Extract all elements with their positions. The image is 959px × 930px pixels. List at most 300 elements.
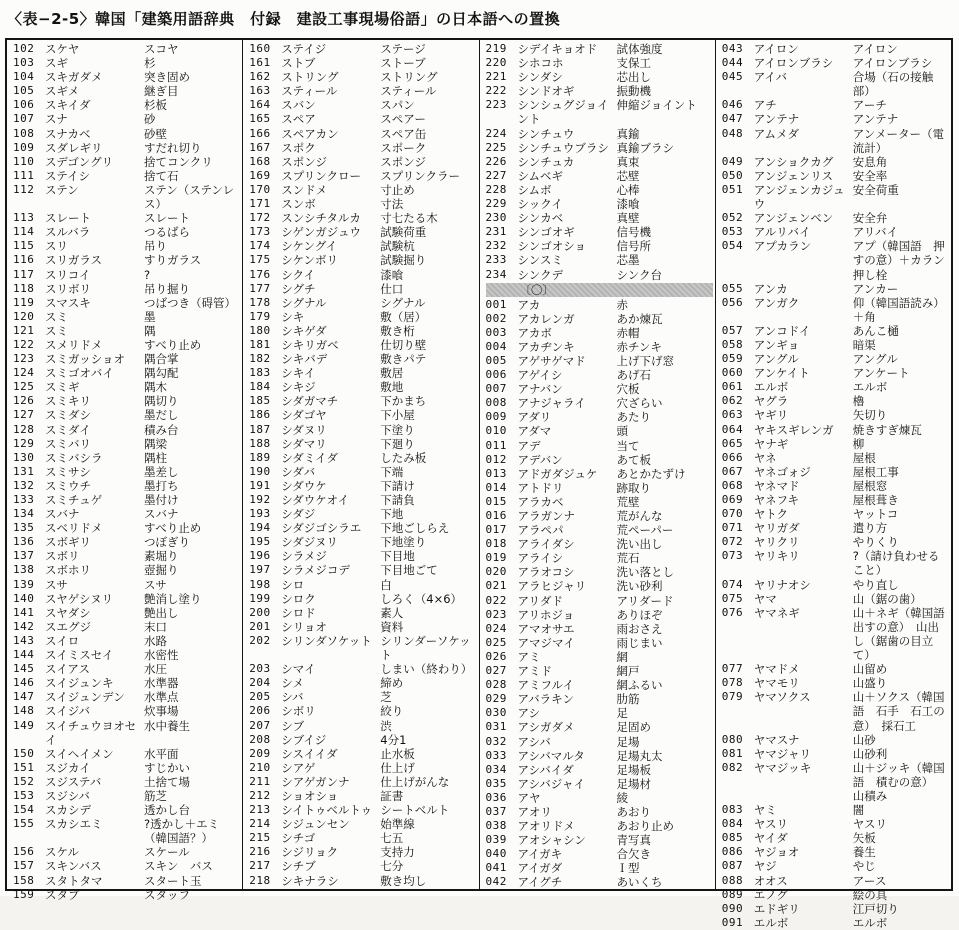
- entry-term: スヤダシ: [45, 605, 91, 620]
- glossary-column-3: [479, 40, 715, 889]
- table-row: [722, 338, 949, 352]
- entry-translation: スプリンクラー: [380, 168, 461, 183]
- table-row: [249, 859, 476, 873]
- entry-term: スレート: [45, 211, 91, 226]
- entry-number: 001: [485, 297, 507, 311]
- entry-number: 203: [249, 662, 271, 676]
- table-row: [13, 563, 240, 577]
- entry-translation: 白: [380, 577, 392, 592]
- table-row: [486, 735, 713, 749]
- entry-number: 155: [13, 817, 35, 831]
- entry-number: 008: [485, 396, 507, 410]
- entry-translation: 末口: [144, 619, 167, 634]
- entry-term: アカヂンキ: [517, 339, 575, 354]
- entry-number: 105: [13, 84, 35, 98]
- entry-number: 208: [249, 732, 271, 746]
- entry-number: 061: [721, 380, 744, 394]
- table-row: [722, 169, 949, 183]
- entry-term: シアゲガンナ: [281, 774, 350, 789]
- entry-number: 120: [13, 309, 35, 323]
- entry-number: 148: [13, 704, 35, 718]
- entry-number: 171: [249, 197, 271, 211]
- entry-translation: アース: [852, 873, 887, 888]
- entry-term: シムボ: [517, 182, 552, 197]
- entry-number: 131: [13, 464, 35, 478]
- entry-term: アンケイト: [753, 366, 810, 381]
- table-row: [722, 507, 949, 521]
- table-row: [13, 380, 240, 394]
- entry-number: 231: [485, 225, 507, 239]
- entry-term: アンショクカグ: [753, 154, 834, 169]
- entry-number: 214: [249, 817, 271, 831]
- table-row: [13, 296, 240, 310]
- entry-number: 077: [721, 662, 744, 676]
- table-row: [249, 437, 476, 451]
- table-row: [721, 239, 957, 282]
- entry-number: 186: [249, 408, 271, 422]
- entry-translation: あおり止め: [616, 819, 674, 834]
- table-row: [722, 324, 949, 338]
- table-row: [249, 676, 476, 690]
- entry-translation: 屋根: [852, 450, 876, 465]
- entry-number: 030: [485, 706, 507, 720]
- entry-term: スミ: [45, 309, 68, 324]
- entry-number: 062: [721, 394, 744, 408]
- entry-term: ステン: [45, 182, 79, 197]
- entry-term: スナ: [45, 112, 68, 127]
- entry-term: シダジヌリ: [281, 535, 338, 550]
- entry-term: アナバン: [517, 382, 563, 397]
- entry-translation: 水路: [144, 633, 167, 648]
- entry-number: 189: [249, 450, 271, 464]
- table-row: [486, 410, 713, 424]
- table-row: [249, 451, 476, 465]
- table-row: [249, 775, 476, 789]
- entry-number: 204: [249, 676, 271, 690]
- entry-number: 090: [721, 901, 744, 915]
- entry-number: 179: [249, 309, 271, 323]
- entry-term: シダガマチ: [281, 394, 339, 409]
- entry-term: ショオショ: [281, 788, 339, 803]
- entry-number: 202: [249, 633, 271, 647]
- entry-number: 127: [13, 408, 35, 422]
- entry-translation: 洗い落とし: [616, 565, 674, 580]
- entry-term: シブ: [281, 718, 305, 733]
- entry-translation: 綾: [616, 790, 628, 805]
- table-row: [249, 197, 476, 211]
- table-row: [722, 408, 949, 422]
- entry-number: 161: [249, 56, 271, 70]
- entry-translation: 下廻り: [380, 436, 415, 451]
- entry-translation: 止水板: [380, 746, 415, 761]
- entry-term: シダウケ: [281, 478, 327, 493]
- entry-term: アンジェンベン: [753, 211, 834, 226]
- table-row: [486, 239, 713, 253]
- entry-translation: 頭: [616, 424, 628, 439]
- entry-term: シブイジ: [281, 732, 327, 747]
- table-row: [13, 112, 240, 126]
- entry-number: 079: [721, 690, 744, 704]
- entry-term: スリコイ: [45, 267, 91, 282]
- entry-term: シキナラシ: [281, 873, 339, 888]
- entry-translation: 墨: [144, 309, 156, 324]
- table-row: [486, 537, 713, 551]
- entry-number: 162: [249, 70, 271, 84]
- entry-number: 075: [721, 591, 744, 605]
- table-row: [486, 636, 713, 650]
- entry-number: 069: [721, 493, 744, 506]
- entry-translation: 試験荷重: [380, 225, 427, 240]
- entry-translation: スバナ: [144, 507, 179, 522]
- table-row: [13, 888, 240, 902]
- entry-term: シキリガベ: [281, 337, 339, 352]
- entry-number: 089: [721, 887, 744, 901]
- entry-translation: あおり: [616, 804, 651, 819]
- entry-translation: 積み台: [144, 422, 179, 437]
- table-row: [13, 761, 240, 775]
- table-row: [722, 366, 949, 380]
- table-row: [486, 875, 713, 889]
- entry-term: スティール: [281, 84, 338, 99]
- table-row: [249, 704, 476, 718]
- table-row: [486, 622, 713, 636]
- entry-number: 060: [721, 366, 744, 380]
- table-row: [486, 481, 713, 495]
- entry-translation: 敷地: [380, 380, 404, 395]
- entry-term: アミ: [517, 649, 541, 664]
- entry-term: シンゴオギ: [517, 225, 575, 240]
- entry-term: エルボ: [753, 915, 789, 930]
- table-row: [486, 678, 713, 692]
- entry-term: スケヤ: [45, 42, 80, 56]
- entry-translation: 仕上げ: [380, 760, 415, 775]
- entry-number: 003: [485, 325, 507, 339]
- entry-number: 081: [721, 746, 744, 760]
- entry-number: 138: [13, 563, 35, 577]
- entry-number: 051: [721, 182, 744, 196]
- entry-term: スバン: [281, 98, 316, 113]
- table-row: [13, 211, 240, 225]
- table-row: [249, 761, 476, 775]
- entry-term: アイバ: [753, 70, 787, 85]
- glossary-table: [5, 38, 957, 930]
- table-row: [722, 761, 949, 803]
- entry-term: スナカベ: [45, 126, 91, 141]
- entry-number: 025: [485, 635, 507, 649]
- entry-translation: スタッフ: [144, 887, 190, 902]
- entry-translation: 芝: [380, 690, 392, 705]
- entry-term: スマスキ: [45, 295, 91, 310]
- entry-translation: 山砂利: [852, 746, 888, 761]
- table-row: [722, 916, 949, 930]
- entry-number: 122: [13, 337, 35, 351]
- entry-number: 083: [721, 803, 744, 817]
- entry-term: アヤ: [517, 790, 541, 805]
- entry-term: シダヌリ: [281, 422, 327, 437]
- table-row: [249, 507, 476, 521]
- entry-number: 031: [485, 720, 507, 734]
- entry-translation: やじ: [852, 859, 876, 874]
- entry-number: 141: [13, 605, 35, 619]
- table-row: [13, 423, 240, 437]
- entry-translation: 継ぎ目: [144, 84, 179, 99]
- entry-translation: 隅切り: [144, 394, 179, 409]
- entry-term: シスイイダ: [281, 746, 338, 761]
- table-row: [249, 268, 476, 282]
- entry-translation: 芯出し: [616, 70, 651, 85]
- table-row: [13, 408, 240, 422]
- entry-term: スタトタマ: [45, 873, 103, 888]
- entry-number: 040: [485, 847, 507, 861]
- entry-term: シダマリ: [281, 436, 327, 451]
- entry-number: 184: [249, 380, 271, 394]
- entry-translation: 艶出し: [144, 605, 179, 620]
- entry-term: ヤトク: [753, 507, 789, 522]
- entry-term: スサ: [45, 577, 68, 592]
- entry-translation: したみ板: [380, 450, 427, 465]
- entry-translation: 敷き均し: [380, 873, 427, 888]
- entry-number: 154: [13, 803, 35, 817]
- entry-translation: 山（鋸の歯）: [852, 591, 922, 606]
- entry-number: 014: [485, 480, 507, 494]
- table-row: [486, 791, 713, 805]
- table-row: [486, 98, 713, 126]
- table-row: [486, 594, 713, 608]
- entry-translation: 信号所: [616, 239, 651, 254]
- entry-term: スミサシ: [45, 464, 91, 479]
- entry-term: アゲイシ: [517, 368, 563, 383]
- entry-translation: 寸止め: [380, 182, 415, 197]
- entry-term: シキゲダ: [281, 323, 327, 338]
- table-row: [486, 84, 713, 98]
- entry-term: アライダシ: [517, 537, 575, 552]
- entry-number: 085: [721, 831, 744, 845]
- entry-term: アンガク: [753, 295, 800, 310]
- entry-number: 011: [485, 438, 507, 452]
- entry-term: ヤマドメ: [753, 662, 800, 677]
- entry-number: 063: [721, 408, 744, 422]
- entry-translation: 下小屋: [380, 408, 415, 423]
- entry-number: 147: [13, 690, 35, 704]
- entry-number: 004: [485, 339, 507, 353]
- entry-term: スデゴングリ: [45, 154, 114, 169]
- entry-translation: ストリング: [380, 70, 438, 85]
- entry-number: 080: [721, 732, 744, 746]
- entry-number: 071: [721, 521, 744, 535]
- table-row: [13, 225, 240, 239]
- entry-translation: 突き固め: [144, 70, 190, 85]
- entry-translation: スティール: [380, 84, 437, 99]
- entry-term: アドガダジュケ: [517, 466, 598, 481]
- entry-term: アンジェンリス: [753, 168, 834, 183]
- table-row: [13, 84, 240, 98]
- entry-translation: 絞り: [380, 704, 404, 719]
- entry-translation: 穴ざらい: [616, 396, 663, 411]
- table-row: [13, 253, 240, 267]
- entry-term: スダレギリ: [45, 140, 103, 155]
- table-row: [13, 479, 240, 493]
- entry-number: 219: [485, 42, 507, 55]
- entry-term: シロ: [281, 577, 305, 592]
- entry-term: スミダシ: [45, 408, 91, 423]
- entry-term: スイミスセイ: [45, 648, 114, 663]
- entry-number: 169: [249, 168, 271, 182]
- table-row: [722, 437, 949, 451]
- entry-term: スミチュゲ: [45, 493, 103, 507]
- entry-term: スイアス: [45, 662, 90, 677]
- entry-number: 072: [721, 535, 744, 549]
- entry-term: アシバ: [517, 734, 551, 749]
- entry-term: ヤナギ: [753, 436, 789, 451]
- entry-translation: 山留め: [852, 662, 888, 677]
- entry-translation: 素人: [380, 605, 404, 620]
- table-row: [249, 183, 476, 197]
- entry-term: アダリ: [517, 410, 552, 425]
- entry-number: 022: [485, 593, 507, 607]
- entry-number: 088: [721, 873, 744, 887]
- entry-term: スイジュンデン: [45, 690, 125, 705]
- entry-translation: スキン バス: [144, 859, 213, 874]
- table-row: [249, 535, 476, 549]
- entry-term: アイグチ: [517, 875, 563, 890]
- entry-number: 158: [13, 873, 35, 887]
- table-row: [486, 340, 713, 354]
- entry-number: 167: [249, 140, 271, 154]
- entry-term: ストブ: [281, 56, 316, 71]
- entry-term: スリガラス: [45, 253, 103, 268]
- entry-number: 172: [249, 211, 271, 225]
- table-row: [722, 902, 949, 916]
- entry-term: スイヘイメン: [45, 746, 114, 761]
- table-row: [486, 833, 713, 847]
- entry-translation: 資料: [380, 619, 404, 634]
- table-row: [722, 42, 949, 56]
- entry-term: ヤリナオシ: [753, 577, 811, 592]
- entry-translation: 土捨て場: [144, 774, 190, 789]
- entry-number: 168: [249, 154, 271, 168]
- entry-term: スエグジ: [45, 619, 91, 634]
- entry-term: アゲサゲマド: [517, 353, 586, 368]
- entry-number: 229: [485, 197, 507, 211]
- entry-translation: アーチ: [852, 98, 887, 113]
- table-row: [13, 634, 240, 648]
- entry-term: ヤマスナ: [753, 732, 800, 747]
- entry-term: ヤイダ: [753, 831, 788, 846]
- entry-translation: つばつき（碍管）: [144, 295, 236, 310]
- table-row: [13, 310, 240, 324]
- entry-translation: 安全率: [852, 168, 888, 183]
- entry-translation: 杉: [144, 56, 156, 71]
- entry-term: ヤジョオ: [753, 845, 800, 860]
- table-row: [249, 606, 476, 620]
- table-row: [249, 874, 476, 888]
- table-row: [722, 155, 949, 169]
- table-row: [249, 70, 476, 84]
- entry-term: アマジマイ: [517, 635, 575, 650]
- entry-translation: 水中養生: [144, 718, 190, 733]
- entry-translation: シンク台: [616, 267, 662, 282]
- entry-number: 024: [485, 621, 507, 635]
- entry-term: アカレンガ: [517, 311, 575, 326]
- table-row: [249, 239, 476, 253]
- entry-translation: スパン: [380, 98, 415, 113]
- entry-number: 181: [249, 337, 271, 351]
- entry-term: スジステバ: [45, 774, 102, 789]
- entry-number: 188: [249, 436, 271, 450]
- entry-number: 137: [13, 549, 35, 563]
- entry-translation: 跡取り: [616, 480, 651, 495]
- table-row: [722, 423, 949, 437]
- entry-number: 142: [13, 619, 35, 633]
- table-row: [13, 127, 240, 141]
- table-row: [249, 296, 476, 310]
- entry-translation: 砂壁: [144, 126, 167, 141]
- entry-term: ヤジ: [753, 859, 777, 874]
- entry-number: 052: [721, 211, 744, 225]
- table-row: [486, 453, 713, 467]
- entry-number: 065: [721, 436, 744, 450]
- entry-number: 005: [485, 353, 507, 367]
- entry-translation: 証書: [380, 788, 404, 803]
- entry-number: 027: [485, 664, 507, 678]
- table-row: [486, 763, 713, 777]
- entry-term: シジュンセン: [281, 817, 350, 832]
- entry-number: 160: [249, 42, 271, 55]
- table-row: [13, 676, 240, 690]
- entry-number: 213: [249, 803, 271, 817]
- entry-number: 043: [721, 42, 744, 55]
- entry-translation: 青写真: [616, 833, 651, 848]
- entry-translation: あとかたずけ: [616, 466, 686, 481]
- entry-translation: 下かまち: [380, 394, 427, 409]
- entry-term: スバナ: [45, 507, 80, 522]
- entry-term: シンドオギ: [517, 84, 575, 99]
- entry-term: アンテナ: [753, 112, 800, 127]
- entry-term: スイジュンキ: [45, 676, 114, 691]
- entry-translation: 敷居: [380, 366, 404, 381]
- entry-number: 146: [13, 676, 35, 690]
- entry-translation: あいくち: [616, 875, 663, 890]
- entry-number: 144: [13, 648, 35, 662]
- entry-term: アラガンナ: [517, 509, 575, 523]
- entry-term: シンクデ: [517, 267, 563, 282]
- table-row: [722, 183, 949, 211]
- entry-number: 199: [249, 591, 271, 605]
- entry-number: 058: [721, 337, 744, 351]
- entry-translation: 網戸: [616, 664, 640, 679]
- table-row: [249, 338, 476, 352]
- entry-translation: 合欠き: [616, 847, 651, 862]
- entry-number: 194: [249, 521, 271, 535]
- table-row: [486, 169, 713, 183]
- entry-translation: 壺掘り: [144, 563, 179, 578]
- table-row: [249, 521, 476, 535]
- entry-translation: スレート: [144, 211, 190, 226]
- table-row: [13, 535, 240, 549]
- table-row: [722, 70, 949, 98]
- entry-translation: アンテナ: [852, 112, 899, 127]
- table-row: [13, 493, 240, 507]
- entry-translation: 山＋ネギ（韓国語 出すの意） 山出し（鋸歯の目立て）: [852, 605, 957, 663]
- table-row: [13, 789, 240, 803]
- entry-term: スキンバス: [45, 859, 102, 874]
- entry-translation: 真鍮: [616, 126, 640, 141]
- entry-term: アリダド: [517, 593, 564, 608]
- entry-translation: 網: [616, 649, 628, 664]
- table-row: [722, 831, 949, 845]
- table-row: [486, 579, 713, 593]
- table-row: [13, 606, 240, 620]
